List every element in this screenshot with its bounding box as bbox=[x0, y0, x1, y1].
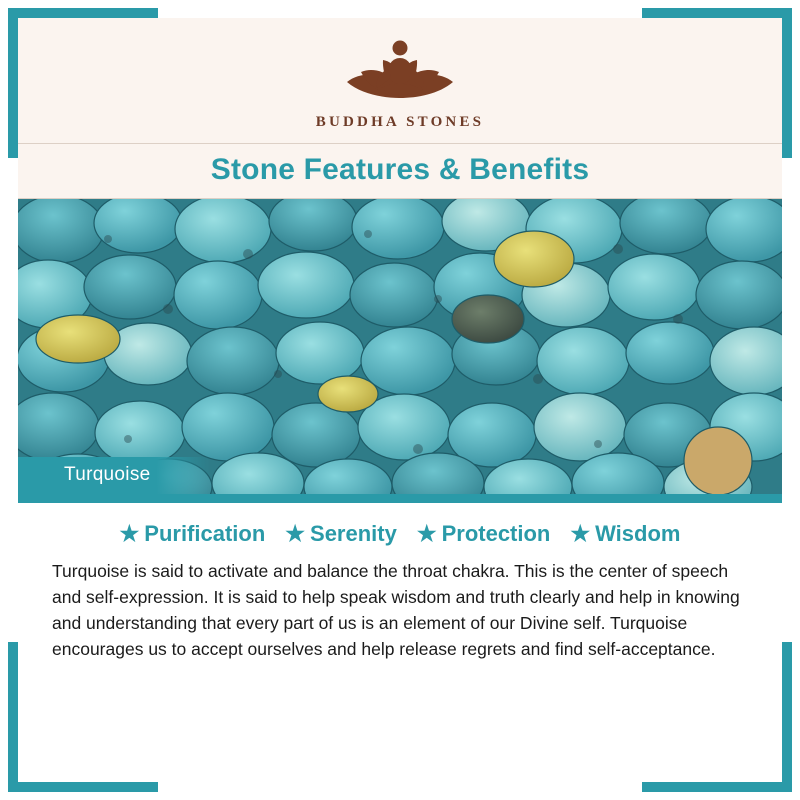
star-icon: ★ bbox=[416, 521, 437, 546]
benefit-item bbox=[110, 521, 276, 547]
benefit-item bbox=[407, 521, 561, 547]
star-icon: ★ bbox=[285, 521, 306, 546]
star-icon: ★ bbox=[570, 521, 591, 546]
benefit-item bbox=[560, 521, 690, 547]
title-band bbox=[18, 143, 782, 199]
benefit-label: Purification bbox=[144, 521, 266, 546]
brand-name: BUDDHA STONES bbox=[315, 114, 485, 130]
stone-photo bbox=[18, 199, 782, 494]
benefits-row bbox=[18, 503, 782, 555]
photo-divider bbox=[18, 494, 782, 503]
stone-name-label: Turquoise bbox=[18, 457, 210, 494]
page-title: Stone Features & Benefits bbox=[210, 153, 590, 186]
brand-header bbox=[18, 18, 782, 131]
benefit-label: Wisdom bbox=[595, 521, 681, 546]
description-text: Turquoise is said to activate and balance the throat chakra. This is the center of speech and self-expression. It is said to help speak wisdom and truth clearly and help in knowing and understanding that every part of us is an element of our Divine self. Turquoise encourages us to accept ourselves and help release regrets and find self-acceptance. bbox=[18, 555, 782, 663]
content-card bbox=[18, 18, 782, 782]
star-icon: ★ bbox=[119, 521, 140, 546]
benefit-item bbox=[275, 521, 407, 547]
turquoise-stones-image bbox=[18, 199, 782, 494]
benefit-label: Protection bbox=[441, 521, 551, 546]
lotus-meditation-icon bbox=[325, 32, 475, 110]
benefit-label: Serenity bbox=[310, 521, 397, 546]
